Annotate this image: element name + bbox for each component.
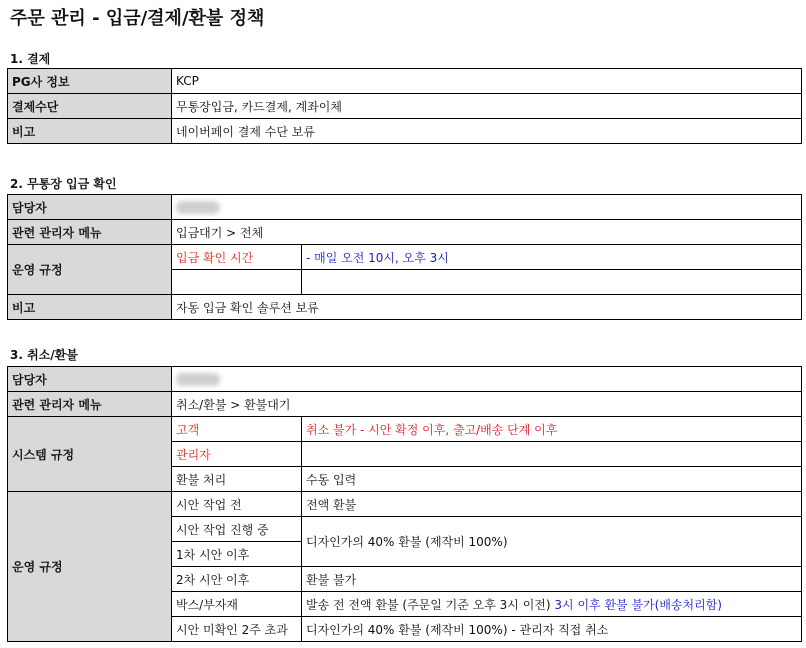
table-row	[8, 119, 802, 144]
payment-table	[7, 68, 802, 144]
table-row	[8, 417, 802, 442]
ops-rule-value: 환불 불가	[302, 567, 802, 592]
ops-rule-value: 디자인가의 40% 환불 (제작비 100%)	[302, 517, 802, 567]
deposit-time-value: - 매일 오전 10시, 오후 3시	[302, 245, 802, 270]
ops-rule-name: 시안 작업 전	[172, 492, 302, 517]
deposit-note-value: 자동 입금 확인 솔루션 보류	[172, 295, 802, 320]
ops-rules-label: 운영 규정	[8, 492, 172, 642]
ops-rule-name: 2차 시안 이후	[172, 567, 302, 592]
table-row	[8, 367, 802, 392]
table-row	[8, 195, 802, 220]
table-row	[8, 392, 802, 417]
refund-process-value: 수동 입력	[302, 467, 802, 492]
ops-rule-value: 디자인가의 40% 환불 (제작비 100%) - 관리자 직접 취소	[302, 617, 802, 642]
box-refund-text: 발송 전 전액 환불 (주문일 기준 오후 3시 이전)	[306, 597, 551, 612]
section-refund-title: 3. 취소/환불	[10, 348, 78, 362]
table-row	[8, 295, 802, 320]
deposit-manager-value	[172, 195, 802, 220]
ops-rule-name: 박스/부자재	[172, 592, 302, 617]
refund-menu-value: 취소/환불 > 환불대기	[172, 392, 802, 417]
refund-manager-label: 담당자	[8, 367, 172, 392]
method-label: 결제수단	[8, 94, 172, 119]
box-refund-note: 3시 이후 환불 불가(배송처리함)	[554, 597, 722, 612]
deposit-menu-value: 입금대기 > 전체	[172, 220, 802, 245]
payment-note-label: 비고	[8, 119, 172, 144]
admin-label: 관리자	[172, 442, 302, 467]
table-row	[8, 94, 802, 119]
refund-manager-value	[172, 367, 802, 392]
deposit-manager-label: 담당자	[8, 195, 172, 220]
customer-value: 취소 불가 - 시안 확정 이후, 출고/배송 단계 이후	[302, 417, 802, 442]
ops-rule-value: 전액 환불	[302, 492, 802, 517]
page-title: 주문 관리 - 입금/결제/환불 정책	[10, 8, 265, 29]
method-value: 무통장입금, 카드결제, 계좌이체	[172, 94, 802, 119]
system-rules-label: 시스템 규정	[8, 417, 172, 492]
refund-table	[7, 366, 802, 642]
customer-label: 고객	[172, 417, 302, 442]
deposit-note-label: 비고	[8, 295, 172, 320]
deposit-menu-label: 관련 관리자 메뉴	[8, 220, 172, 245]
empty-cell	[172, 270, 302, 295]
payment-note-value: 네이버페이 결제 수단 보류	[172, 119, 802, 144]
section-deposit-title: 2. 무통장 입금 확인	[10, 177, 117, 191]
ops-rule-name: 1차 시안 이후	[172, 542, 302, 567]
table-row	[8, 220, 802, 245]
deposit-table	[7, 194, 802, 320]
refund-process-label: 환불 처리	[172, 467, 302, 492]
pg-label: PG사 정보	[8, 69, 172, 94]
ops-rule-name: 시안 미확인 2주 초과	[172, 617, 302, 642]
refund-menu-label: 관련 관리자 메뉴	[8, 392, 172, 417]
section-payment-title: 1. 결제	[10, 52, 51, 66]
redacted-name	[176, 201, 220, 214]
table-row	[8, 245, 802, 270]
ops-rule-name: 시안 작업 진행 중	[172, 517, 302, 542]
empty-cell	[302, 270, 802, 295]
table-row	[8, 492, 802, 517]
deposit-time-label: 입금 확인 시간	[172, 245, 302, 270]
table-row	[8, 69, 802, 94]
ops-rule-value	[302, 592, 802, 617]
admin-value	[302, 442, 802, 467]
deposit-rules-label: 운영 규정	[8, 245, 172, 295]
pg-value: KCP	[172, 69, 802, 94]
redacted-name	[176, 373, 220, 386]
